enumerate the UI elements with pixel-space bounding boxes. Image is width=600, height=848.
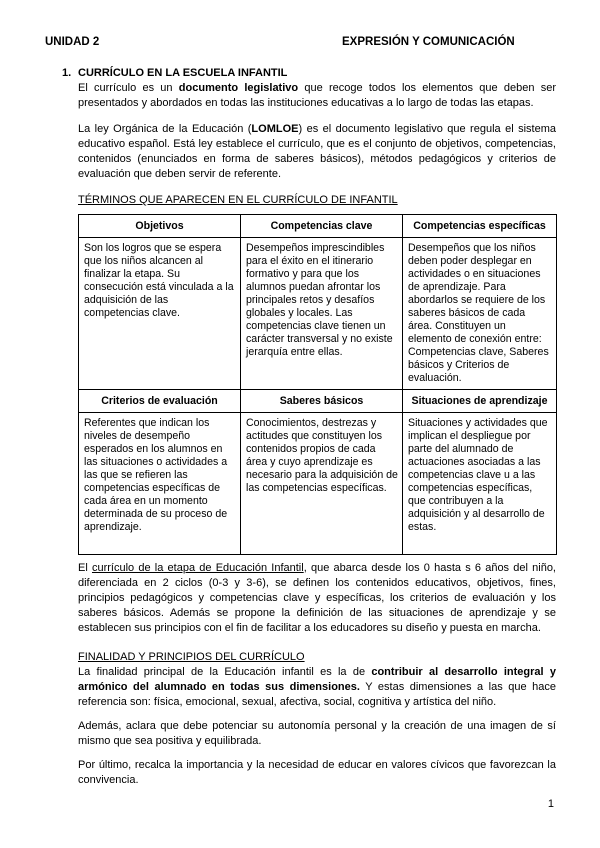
bold-lomloe: LOMLOE <box>251 123 299 135</box>
paragraph-infantil: El currículo de la etapa de Educación Infantil, que abarca desde los 0 hasta s 6 años del niño, diferenciada en 2 ciclos (0-3 y 3-6), se definen los contenidos educativos, objetivos, fines, principios pedagógicos y competencias clave y específicas, los criterios de evaluación y los saberes básicos. Además se propone la definición de las situaciones de aprendizaje y se establecen sus principios con el fin de facilitar a los educadores su diseño y puesta en marcha. <box>78 562 556 634</box>
table-cell: Son los logros que se espera que los niños alcancen al finalizar la etapa. Su consecución está vinculada a la adquisición de las competencias clave. <box>79 238 241 390</box>
page-number: 1 <box>547 798 554 810</box>
section-number: 1. <box>62 67 72 79</box>
table-cell: Conocimientos, destrezas y actitudes que constituyen los contenidos propios de cada área y cuyo aprendizaje es necesario para la adquisición de las competencias específicas. <box>241 413 403 555</box>
finalidad-heading: FINALIDAD Y PRINCIPIOS DEL CURRÍCULO <box>78 651 305 663</box>
paragraph-valores: Por último, recalca la importancia y la necesidad de educar en valores cívicos que favorezcan la convivencia. <box>78 759 556 786</box>
table-cell: Referentes que indican los niveles de desempeño esperados en los alumnos en las situaciones o actividades a las que se refieren las competencias específicas de cada área en un momento determinada de su proceso de aprendizaje. <box>79 413 241 555</box>
table-header-cell: Competencias clave <box>241 215 403 238</box>
paragraph-curriculo: El currículo es un documento legislativo que recoge todos los elementos que deben ser presentados y abordados en todas las instituciones educativas a lo largo de todas las etapas. <box>78 82 556 109</box>
table-header-row <box>79 215 557 238</box>
table-header-cell: Situaciones de aprendizaje <box>403 390 557 413</box>
table-row <box>79 238 557 390</box>
table-header-cell: Saberes básicos <box>241 390 403 413</box>
terms-table <box>78 214 557 555</box>
bold-contribuir: contribuir al desarrollo integral y armónico del alumnado en todas sus dimensiones. <box>78 666 556 693</box>
paragraph-lomloe: La ley Orgánica de la Educación (LOMLOE) es el documento legislativo que regula el sistema educativo español. Está ley establece el currículo, que es el conjunto de objetivos, competencias, contenidos (enunciados en forma de saberes básicos), métodos pedagógicos y criterios de evaluación que deben servir de referente. <box>78 123 556 180</box>
table-header-row <box>79 390 557 413</box>
table-header-cell: Competencias específicas <box>403 215 557 238</box>
bold-documento-legislativo: documento legislativo <box>178 82 299 94</box>
table-cell: Desempeños que los niños deben poder desplegar en actividades o en situaciones de aprendizaje. Para abordarlos se requiere de los saberes básicos de cada área. Constituyen un elemento de conexión entre: Competencias clave, Saberes básicos y Criterios de evaluación. <box>403 238 557 390</box>
table-header-cell: Objetivos <box>79 215 241 238</box>
table-cell: Desempeños imprescindibles para el éxito en el itinerario formativo y para que los alumnos puedan afrontar los principales retos y desafíos globales y locales. Las competencias clave tienen un carácter transversal y no existe jerarquía entre ellas. <box>241 238 403 390</box>
table-header-cell: Criterios de evaluación <box>79 390 241 413</box>
paragraph-autonomia: Además, aclara que debe potenciar su autonomía personal y la creación de una imagen de sí mismo que sea positiva y equilibrada. <box>78 720 556 747</box>
terms-heading: TÉRMINOS QUE APARECEN EN EL CURRÍCULO DE INFANTIL <box>78 194 398 206</box>
section-title: CURRÍCULO EN LA ESCUELA INFANTIL <box>78 67 288 79</box>
paragraph-finalidad: La finalidad principal de la Educación infantil es la de contribuir al desarrollo integral y armónico del alumnado en todas sus dimensiones. Y estas dimensiones a las que hace referencia son: física, emocional, sexual, afectiva, social, cognitiva y artística del niño. <box>78 666 556 708</box>
subject-label: EXPRESIÓN Y COMUNICACIÓN <box>342 36 515 48</box>
unit-label: UNIDAD 2 <box>45 36 100 48</box>
table-row <box>79 413 557 555</box>
underlined-curriculo-infantil: currículo de la etapa de Educación Infantil <box>91 562 304 574</box>
table-cell: Situaciones y actividades que implican el despliegue por parte del alumnado de actuaciones asociadas a las competencias clave u a las competencias específicas, que contribuyen a la adquisición y al desarrollo de estas. <box>403 413 557 555</box>
